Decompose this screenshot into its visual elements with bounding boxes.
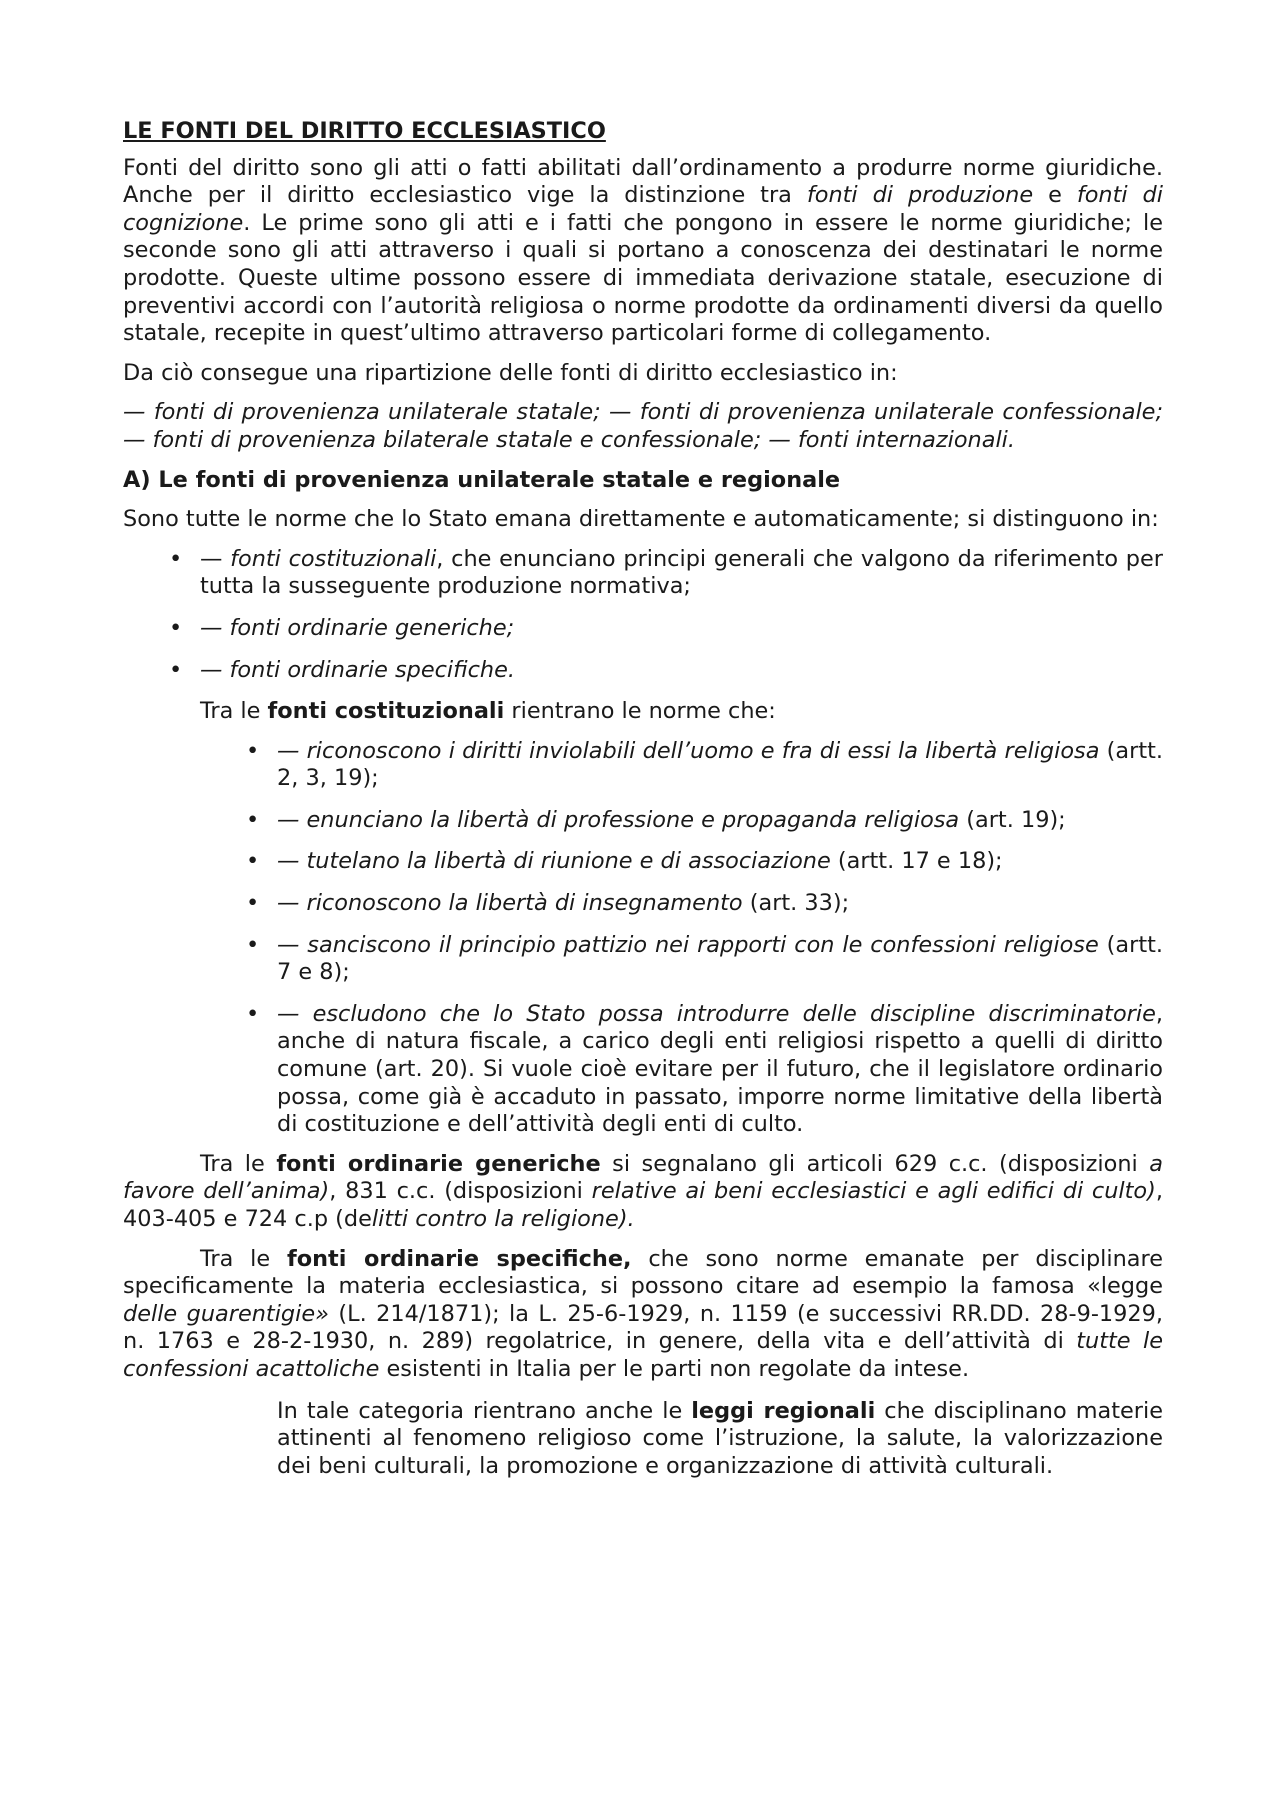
list-item bbox=[200, 657, 1163, 685]
section-heading-a: A) Le fonti di provenienza unilaterale statale e regionale bbox=[123, 466, 841, 493]
italic-term: fonti di produzione bbox=[806, 182, 1034, 209]
text: , 831 c.c. (disposizioni bbox=[329, 1178, 592, 1205]
text: , anche di natura fiscale, a carico degli enti religiosi rispetto a quelli di diritto comune (art. 20). Si vuole cioè evitare per il futuro, che il legislatore ordinario possa, come già è accaduto in passato, imporre norme limitative della libertà di costituzione e dell’attività degli enti di culto. bbox=[277, 1000, 1163, 1138]
document-title: LE FONTI DEL DIRITTO ECCLESIASTICO bbox=[123, 118, 606, 144]
italic-text: — riconoscono la libertà di insegnamento bbox=[277, 890, 743, 917]
paragraph-statali: Sono tutte le norme che lo Stato emana direttamente e automaticamente; si distinguono in: bbox=[123, 506, 1159, 533]
italic-text: — tutelano la libertà di riunione e di associazione bbox=[277, 848, 831, 875]
italic-text: litti contro la religione). bbox=[371, 1206, 635, 1232]
bold-term: fonti ordinarie generiche bbox=[276, 1150, 601, 1177]
italic-text: — sanciscono il principio pattizio nei rapporti con le confessioni religiose bbox=[277, 931, 1099, 958]
text: rientrano le norme che: bbox=[504, 698, 776, 725]
text: che sono norme emanate per disciplinare specificamente la materia ecclesiastica, si possono citare ad esempio la famosa «legge bbox=[123, 1245, 1164, 1300]
text: — bbox=[200, 545, 231, 572]
italic-text: — fonti ordinarie generiche; bbox=[200, 614, 515, 641]
text: (artt. 17 e 18); bbox=[830, 848, 1003, 875]
italic-text: — enunciano la libertà di professione e propaganda religiosa bbox=[277, 806, 960, 833]
italic-term: fonti costituzionali bbox=[230, 545, 437, 572]
text: , 403-405 e 724 c.p (de bbox=[123, 1178, 1163, 1232]
text: (L. 214/1871); la L. 25-6-1929, n. 1159 (e successivi RR.DD. 28-9-1929, n. 1763 e 28-2-1930, n. 289) regolatrice, in genere, della vita e dell’attività di bbox=[123, 1300, 1164, 1355]
list-item bbox=[200, 615, 1163, 643]
italic-term: fonti di cognizione bbox=[123, 182, 1163, 236]
list-item bbox=[277, 848, 1163, 876]
italic-text: a favore dell’anima) bbox=[123, 1150, 1163, 1205]
paragraph-ripartizione: Da ciò consegue una ripartizione delle fonti di diritto ecclesiastico in: bbox=[123, 359, 898, 386]
list-fonti-statali bbox=[200, 546, 1163, 684]
text: In tale categoria rientrano anche le bbox=[277, 1397, 692, 1424]
text: , che enunciano principi generali che valgono da riferimento per tutta la susseguente produzione normativa; bbox=[200, 545, 1163, 600]
italic-text: tutte le confessioni acattoliche bbox=[123, 1328, 1164, 1382]
document-page bbox=[123, 118, 1163, 1480]
text: che disciplinano materie attinenti al fenomeno religioso come l’istruzione, la salute, la valorizzazione dei beni culturali, la promozione e organizzazione di attività culturali. bbox=[277, 1397, 1163, 1479]
italic-text: — riconoscono i diritti inviolabili dell’uomo e fra di essi la libertà religiosa bbox=[277, 737, 1100, 764]
text: Tra le bbox=[200, 1150, 277, 1177]
italic-text: relative ai beni ecclesiastici e agli edifici di culto) bbox=[591, 1178, 1156, 1205]
paragraph-definition bbox=[123, 155, 1163, 348]
paragraph-intro-costituzionali bbox=[200, 698, 1163, 726]
text: Tra le bbox=[200, 1245, 287, 1272]
italic-text: — fonti ordinarie specifiche. bbox=[200, 656, 516, 683]
paragraph-leggi-regionali bbox=[277, 1398, 1163, 1481]
paragraph-ordinarie-generiche bbox=[123, 1151, 1163, 1234]
paragraph-categories bbox=[123, 399, 1163, 454]
text: si segnalano gli articoli 629 c.c. (disposizioni bbox=[600, 1150, 1150, 1177]
list-item bbox=[277, 1001, 1163, 1139]
list-item bbox=[277, 807, 1163, 835]
italic-text: — fonti di provenienza unilaterale statale; — fonti di provenienza unilaterale confessionale; — fonti di provenienza bilaterale statale e confessionale; — fonti internazionali. bbox=[123, 399, 1163, 453]
text: (art. 33); bbox=[742, 890, 850, 917]
paragraph-ordinarie-specifiche bbox=[123, 1246, 1163, 1384]
italic-text: — escludono che lo Stato possa introdurre delle discipline discriminatorie bbox=[277, 1000, 1156, 1027]
text: Tra le bbox=[200, 698, 268, 725]
list-item bbox=[277, 932, 1163, 987]
list-item bbox=[277, 890, 1163, 918]
list-item bbox=[200, 546, 1163, 601]
text: (art. 19); bbox=[959, 806, 1066, 833]
bold-term: fonti costituzionali bbox=[267, 698, 505, 725]
text: e bbox=[1033, 182, 1077, 209]
bold-term: leggi regionali bbox=[691, 1397, 876, 1424]
text: Fonti del diritto sono gli atti o fatti abilitati dall’ordinamento a produrre norme giuridiche. Anche per il diritto ecclesiastico vige la distinzione tra bbox=[123, 154, 1163, 209]
text: (artt. 7 e 8); bbox=[277, 931, 1163, 986]
text: . Le prime sono gli atti e i fatti che pongono in essere le norme giuridiche; le seconde sono gli atti attraverso i quali si portano a conoscenza dei destinatari le norme prodotte. Queste ultime possono essere di immediata derivazione statale, esecuzione di preventivi accordi con l’autorità religiosa o norme prodotte da ordinamenti diversi da quello statale, recepite in quest’ultimo attraverso particolari forme di collegamento. bbox=[123, 209, 1163, 347]
bold-term: fonti ordinarie specifiche, bbox=[286, 1245, 632, 1272]
text: esistenti in Italia per le parti non regolate da intese. bbox=[379, 1355, 970, 1382]
italic-text: delle guarentigie» bbox=[123, 1300, 329, 1327]
list-fonti-costituzionali bbox=[277, 738, 1163, 1139]
text: (artt. 2, 3, 19); bbox=[277, 737, 1163, 792]
list-item bbox=[277, 738, 1163, 793]
